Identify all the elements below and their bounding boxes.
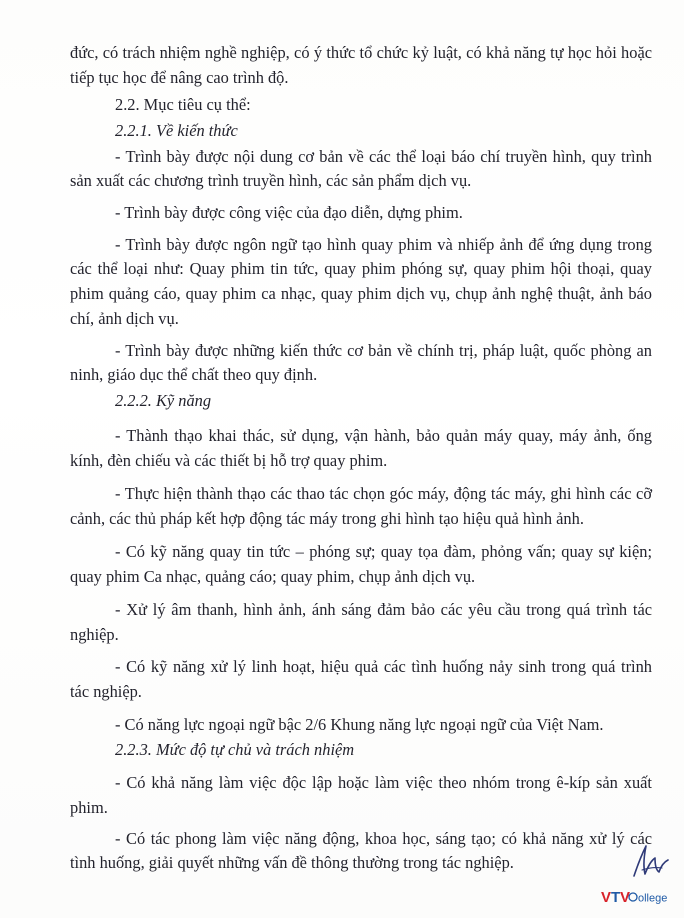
- body-line: nghiệp.: [70, 625, 119, 644]
- bullet-item: - Có năng lực ngoại ngữ bậc 2/6 Khung năng lực ngoại ngữ của Việt Nam.: [115, 715, 604, 734]
- svg-text:V: V: [601, 889, 612, 906]
- body-line: tiếp tục học để nâng cao trình độ.: [70, 68, 289, 87]
- body-line: phim quảng cáo, quay phim ca nhạc, quay phim dịch vụ, chụp ảnh nghệ thuật, ảnh báo: [70, 284, 652, 303]
- subsection-heading: 2.2.1. Về kiến thức: [115, 121, 238, 140]
- body-line: phim.: [70, 798, 108, 817]
- bullet-item: - Có tác phong làm việc năng động, khoa học, sáng tạo; có khả năng xử lý các: [115, 829, 652, 848]
- body-line: các thể loại như: Quay phim tin tức, quay phim phóng sự, quay phim hội thoại, quay: [70, 259, 652, 278]
- bullet-item: - Thành thạo khai thác, sử dụng, vận hành, bảo quản máy quay, máy ảnh, ống: [115, 426, 652, 445]
- body-line: tác nghiệp.: [70, 682, 142, 701]
- body-line: quay phim Ca nhạc, quảng cáo; quay phim, chụp ảnh dịch vụ.: [70, 567, 476, 586]
- body-line: cảnh, các thủ pháp kết hợp động tác máy trong ghi hình tạo hiệu quả hình ảnh.: [70, 509, 584, 528]
- body-line: kính, đèn chiếu và các thiết bị hỗ trợ quay phim.: [70, 451, 388, 470]
- vtv-college-logo: [600, 886, 680, 908]
- subsection-heading: 2.2.2. Kỹ năng: [115, 391, 212, 410]
- bullet-item: - Thực hiện thành thạo các thao tác chọn góc máy, động tác máy, ghi hình các cỡ: [115, 484, 652, 503]
- bullet-item: - Trình bày được nội dung cơ bản về các thể loại báo chí truyền hình, quy trình: [115, 147, 652, 166]
- body-line: đức, có trách nhiệm nghề nghiệp, có ý thức tổ chức kỷ luật, có khả năng tự học hỏi hoặc: [70, 43, 652, 62]
- body-line: ninh, giáo dục thể chất theo quy định.: [70, 365, 318, 384]
- svg-text:ollege: ollege: [638, 892, 668, 905]
- bullet-item: - Xử lý âm thanh, hình ảnh, ánh sáng đảm bảo các yêu cầu trong quá trình tác: [115, 600, 652, 619]
- body-line: sản xuất các chương trình truyền hình, các sản phẩm dịch vụ.: [70, 171, 472, 190]
- body-line: tình huống, giải quyết những vấn đề thông thường trong tác nghiệp.: [70, 853, 514, 872]
- bullet-item: - Có kỹ năng quay tin tức – phóng sự; quay tọa đàm, phỏng vấn; quay sự kiện;: [115, 542, 652, 561]
- svg-text:T: T: [611, 889, 621, 906]
- bullet-item: - Trình bày được ngôn ngữ tạo hình quay phim và nhiếp ảnh để ứng dụng trong: [115, 235, 652, 254]
- bullet-item: - Trình bày được những kiến thức cơ bản về chính trị, pháp luật, quốc phòng an: [115, 341, 652, 360]
- svg-text:V: V: [620, 889, 631, 906]
- subsection-heading: 2.2.3. Mức độ tự chủ và trách nhiệm: [115, 740, 355, 759]
- section-heading: 2.2. Mục tiêu cụ thể:: [115, 95, 251, 114]
- bullet-item: - Có khả năng làm việc độc lập hoặc làm việc theo nhóm trong ê-kíp sản xuất: [115, 773, 652, 792]
- bullet-item: - Có kỹ năng xử lý linh hoạt, hiệu quả các tình huống nảy sinh trong quá trình: [115, 657, 652, 676]
- signature-icon: [628, 840, 672, 884]
- bullet-item: - Trình bày được công việc của đạo diễn, dựng phim.: [115, 203, 463, 222]
- body-line: chí, ảnh dịch vụ.: [70, 309, 179, 328]
